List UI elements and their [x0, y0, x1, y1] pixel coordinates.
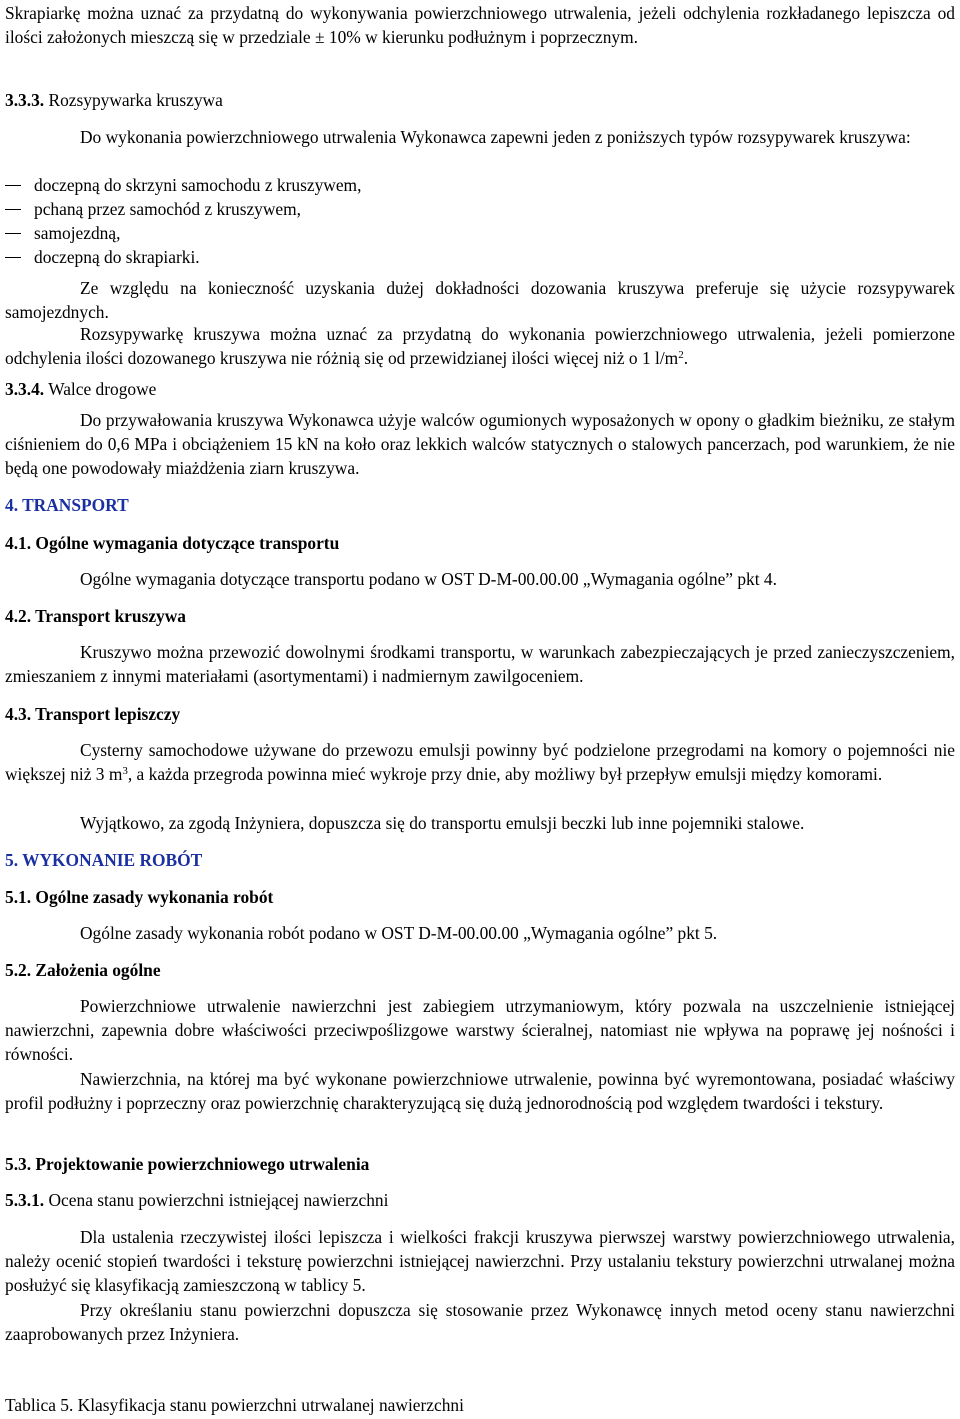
section-title: Rozsypywarka kruszywa: [48, 90, 223, 110]
list-item: doczepną do skrzyni samochodu z kruszywem,: [5, 173, 955, 197]
paragraph-5-1: Ogólne zasady wykonania robót podano w OST D-M-00.00.00 „Wymagania ogólne” pkt 5.: [80, 923, 718, 943]
chapter-heading-4: 4. TRANSPORT: [5, 495, 129, 515]
paragraph-skrapiarka-przydatnosc: Skrapiarkę można uznać za przydatną do wykonywania powierzchniowego utrwalenia, jeżeli odchylenia rozkładanego lepiszcza od ilości założonych mieszczą się w przedziale ± 10% w kierunku podłużnym i poprzecznym.: [5, 3, 955, 47]
paragraph-4-3-beczki: Wyjątkowo, za zgodą Inżyniera, dopuszcza się do transportu emulsji beczki lub inne pojemniki stalowe.: [80, 813, 805, 833]
section-heading-5-3-1: [5, 1188, 388, 1212]
paragraph-5-2-zalozenia: Powierzchniowe utrwalenie nawierzchni jest zabiegiem utrzymaniowym, który pozwala na uszczelnienie istniejącej nawierzchni, zapewnia dobre właściwości przeciwpoślizgowe warstwy ścieralnej, natomiast nie wpływa na poprawę jej nośności i równości.: [5, 996, 955, 1064]
list-item: samojezdną,: [5, 221, 955, 245]
section-title: Ocena stanu powierzchni istniejącej nawierzchni: [48, 1190, 389, 1210]
section-heading-4-2: 4.2. Transport kruszywa: [5, 606, 187, 626]
section-heading-4-1: 4.1. Ogólne wymagania dotyczące transportu: [5, 533, 340, 553]
table-caption: Tablica 5. Klasyfikacja stanu powierzchni utrwalanej nawierzchni: [5, 1395, 464, 1415]
dash-bullet-icon: [5, 209, 21, 210]
section-heading-3-3-4: [5, 377, 156, 401]
paragraph-5-3-1-ocena: Dla ustalenia rzeczywistej ilości lepiszcza i wielkości frakcji kruszywa pierwszej warstwy powierzchniowego utrwalenia, należy ocenić stopień twardości i teksturę powierzchni istniejącej nawierzchni. Przy ustalaniu tekstury powierzchni utrwalanej można posłużyć się klasyfikacją zamieszczoną w tablicy 5.: [5, 1227, 955, 1295]
paragraph-preferencja: Ze względu na konieczność uzyskania dużej dokładności dozowania kruszywa preferuje się użycie rozsypywarek samojezdnych.: [5, 278, 955, 322]
paragraph-4-2: Kruszywo można przewozić dowolnymi środkami transportu, w warunkach zabezpieczających je przed zanieczyszczeniem, zmieszaniem z innymi materiałami (asortymentami) i nadmiernym zawilgoceniem.: [5, 642, 955, 686]
paragraph-walce: Do przywałowania kruszywa Wykonawca użyje walców ogumionych wyposażonych w opony o gładkim bieżniku, ze stałym ciśnieniem do 0,6 MPa i obciążeniem 15 kN na koło oraz lekkich walców statycznych o stalowych pancerzach, pod warunkiem, że nie będą one powodowały miażdżenia ziarn kruszywa.: [5, 410, 955, 478]
section-heading-4-3: 4.3. Transport lepiszczy: [5, 704, 181, 724]
section-number: 5.3.1.: [5, 1190, 45, 1210]
chapter-heading-5: 5. WYKONANIE ROBÓT: [5, 850, 203, 870]
rozsypywarki-list: [5, 173, 955, 269]
list-item: doczepną do skrapiarki.: [5, 245, 955, 269]
section-title: Walce drogowe: [48, 379, 157, 399]
section-number: 3.3.3.: [5, 90, 45, 110]
paragraph-rozsypywarka-przydatnosc: Rozsypywarkę kruszywa można uznać za przydatną do wykonania powierzchniowego utrwalenia, jeżeli pomierzone odchylenia ilości dozowanego kruszywa nie różnią się od przewidzianej ilości więcej niż o 1 $l/m^2$.: [5, 324, 955, 368]
paragraph-rozsypywarki-typy: Do wykonania powierzchniowego utrwalenia Wykonawca zapewni jeden z poniższych typów rozsypywarek kruszywa:: [80, 127, 911, 147]
section-heading-5-3: 5.3. Projektowanie powierzchniowego utrwalenia: [5, 1154, 370, 1174]
section-number: 3.3.4.: [5, 379, 45, 399]
section-heading-5-2: 5.2. Założenia ogólne: [5, 960, 161, 980]
section-heading-5-1: 5.1. Ogólne zasady wykonania robót: [5, 887, 274, 907]
dash-bullet-icon: [5, 233, 21, 234]
paragraph-5-3-1-metody: Przy określaniu stanu powierzchni dopuszcza się stosowanie przez Wykonawcę innych metod oceny stanu nawierzchni zaaprobowanych przez Inżyniera.: [5, 1300, 955, 1344]
paragraph-5-2-nawierzchnia: Nawierzchnia, na której ma być wykonane powierzchniowe utrwalenie, powinna być wyremontowana, posiadać właściwy profil podłużny i poprzeczny oraz powierzchnię charakteryzującą się dużą jednorodnością pod względem twardości i tekstury.: [5, 1069, 955, 1113]
section-heading-3-3-3: [5, 88, 223, 112]
dash-bullet-icon: [5, 257, 21, 258]
paragraph-4-3-cysterny: Cysterny samochodowe używane do przewozu emulsji powinny być podzielone przegrodami na komory o pojemności nie większej niż 3 $m^3$, a każda przegroda powinna mieć wykroje przy dnie, aby możliwy był przepływ emulsji między komorami.: [5, 740, 955, 784]
dash-bullet-icon: [5, 185, 21, 186]
list-item: pchaną przez samochód z kruszywem,: [5, 197, 955, 221]
paragraph-4-1: Ogólne wymagania dotyczące transportu podano w OST D-M-00.00.00 „Wymagania ogólne” pkt 4.: [80, 569, 777, 589]
